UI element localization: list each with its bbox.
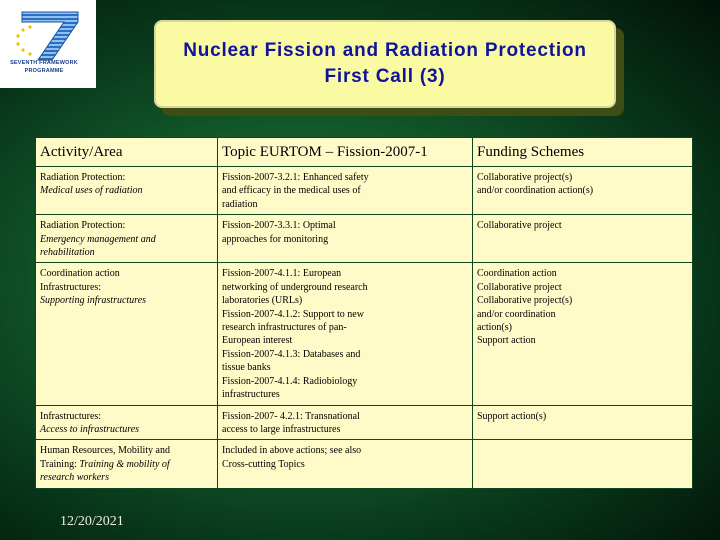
topic-text: Fission-2007- 4.2.1: Transnational (222, 410, 360, 422)
area-subtext: research workers (40, 472, 109, 484)
topic-text: approaches for monitoring (222, 233, 329, 245)
topic-text: Included in above actions; see also (222, 445, 362, 457)
funding-text: action(s) (477, 322, 512, 334)
topic-text: European interest (222, 335, 293, 347)
topic-cell (218, 167, 473, 215)
topic-text: Fission-2007-4.1.4: Radiobiology (222, 375, 358, 387)
funding-text: Coordination action (477, 268, 557, 280)
area-subtext: Access to infrastructures (40, 423, 140, 435)
funding-text: Collaborative project (477, 220, 562, 232)
area-cell (36, 440, 218, 488)
funding-cell (473, 405, 693, 440)
topic-text: Fission-2007-3.3.1: Optimal (222, 220, 336, 232)
table-row (36, 405, 693, 440)
funding-cell (473, 167, 693, 215)
funding-text: Collaborative project(s) (477, 172, 573, 183)
funding-cell (473, 263, 693, 405)
funding-text: and/or coordination action(s) (477, 185, 594, 197)
area-text: Infrastructures: (40, 281, 102, 293)
funding-table (35, 137, 693, 489)
topic-text: infrastructures (222, 389, 280, 401)
funding-cell (473, 215, 693, 263)
topic-text: Cross-cutting Topics (222, 458, 305, 470)
slide-title-line2: First Call (3) (324, 66, 446, 87)
slide-title-line1: Nuclear Fission and Radiation Protection (183, 40, 587, 61)
topic-cell (218, 440, 473, 488)
area-subtext: rehabilitation (40, 247, 95, 259)
logo-text-line1: SEVENTH FRAMEWORK (10, 60, 78, 66)
area-text-mixed (40, 458, 213, 471)
table-row (36, 215, 693, 263)
logo-text-line2: PROGRAMME (24, 68, 64, 74)
funding-text: Collaborative project(s) (477, 295, 573, 307)
area-text: Training: (40, 458, 80, 470)
topic-text: Fission-2007-4.1.2: Support to new (222, 308, 364, 320)
area-text: Radiation Protection: (40, 220, 126, 232)
area-cell (36, 167, 218, 215)
topic-text: networking of underground research (222, 281, 368, 293)
header-funding-schemes: Funding Schemes (473, 138, 693, 167)
seventh-framework-programme-icon (8, 6, 88, 62)
topic-text: radiation (222, 198, 258, 210)
topic-cell (218, 263, 473, 405)
area-text: Radiation Protection: (40, 172, 126, 183)
table-row (36, 167, 693, 215)
area-cell (36, 215, 218, 263)
area-cell (36, 263, 218, 405)
footer-date: 12/20/2021 (60, 514, 124, 529)
area-subtext: Training & mobility of (79, 458, 170, 470)
topic-text: laboratories (URLs) (222, 295, 303, 307)
funding-text: Collaborative project (477, 281, 562, 293)
funding-cell (473, 440, 693, 488)
table-row (36, 263, 693, 405)
area-subtext: Emergency management and (40, 233, 156, 245)
topic-text: tissue banks (222, 362, 271, 374)
topic-cell (218, 405, 473, 440)
area-cell (36, 405, 218, 440)
area-subtext: Supporting infrastructures (40, 295, 147, 307)
funding-text: Support action(s) (477, 410, 547, 422)
topic-text: Fission-2007-4.1.1: European (222, 268, 342, 280)
funding-text: and/or coordination (477, 308, 556, 320)
topic-cell (218, 215, 473, 263)
fp7-logo (0, 0, 96, 88)
area-subtext: Medical uses of radiation (40, 185, 143, 197)
slide-title (154, 20, 616, 108)
topic-text: Fission-2007-3.2.1: Enhanced safety (222, 172, 369, 183)
table-header-row (36, 138, 693, 167)
area-text: Infrastructures: (40, 410, 102, 422)
area-text: Coordination action (40, 268, 120, 280)
funding-text: Support action (477, 335, 536, 347)
header-activity-area: Activity/Area (36, 138, 218, 167)
area-text: Human Resources, Mobility and (40, 445, 170, 457)
topic-text: Fission-2007-4.1.3: Databases and (222, 348, 361, 360)
topic-text: research infrastructures of pan- (222, 322, 347, 334)
topic-text: access to large infrastructures (222, 423, 341, 435)
header-topic: Topic EURTOM – Fission-2007-1 (218, 138, 473, 167)
topic-text: and efficacy in the medical uses of (222, 185, 361, 197)
table-row (36, 440, 693, 488)
